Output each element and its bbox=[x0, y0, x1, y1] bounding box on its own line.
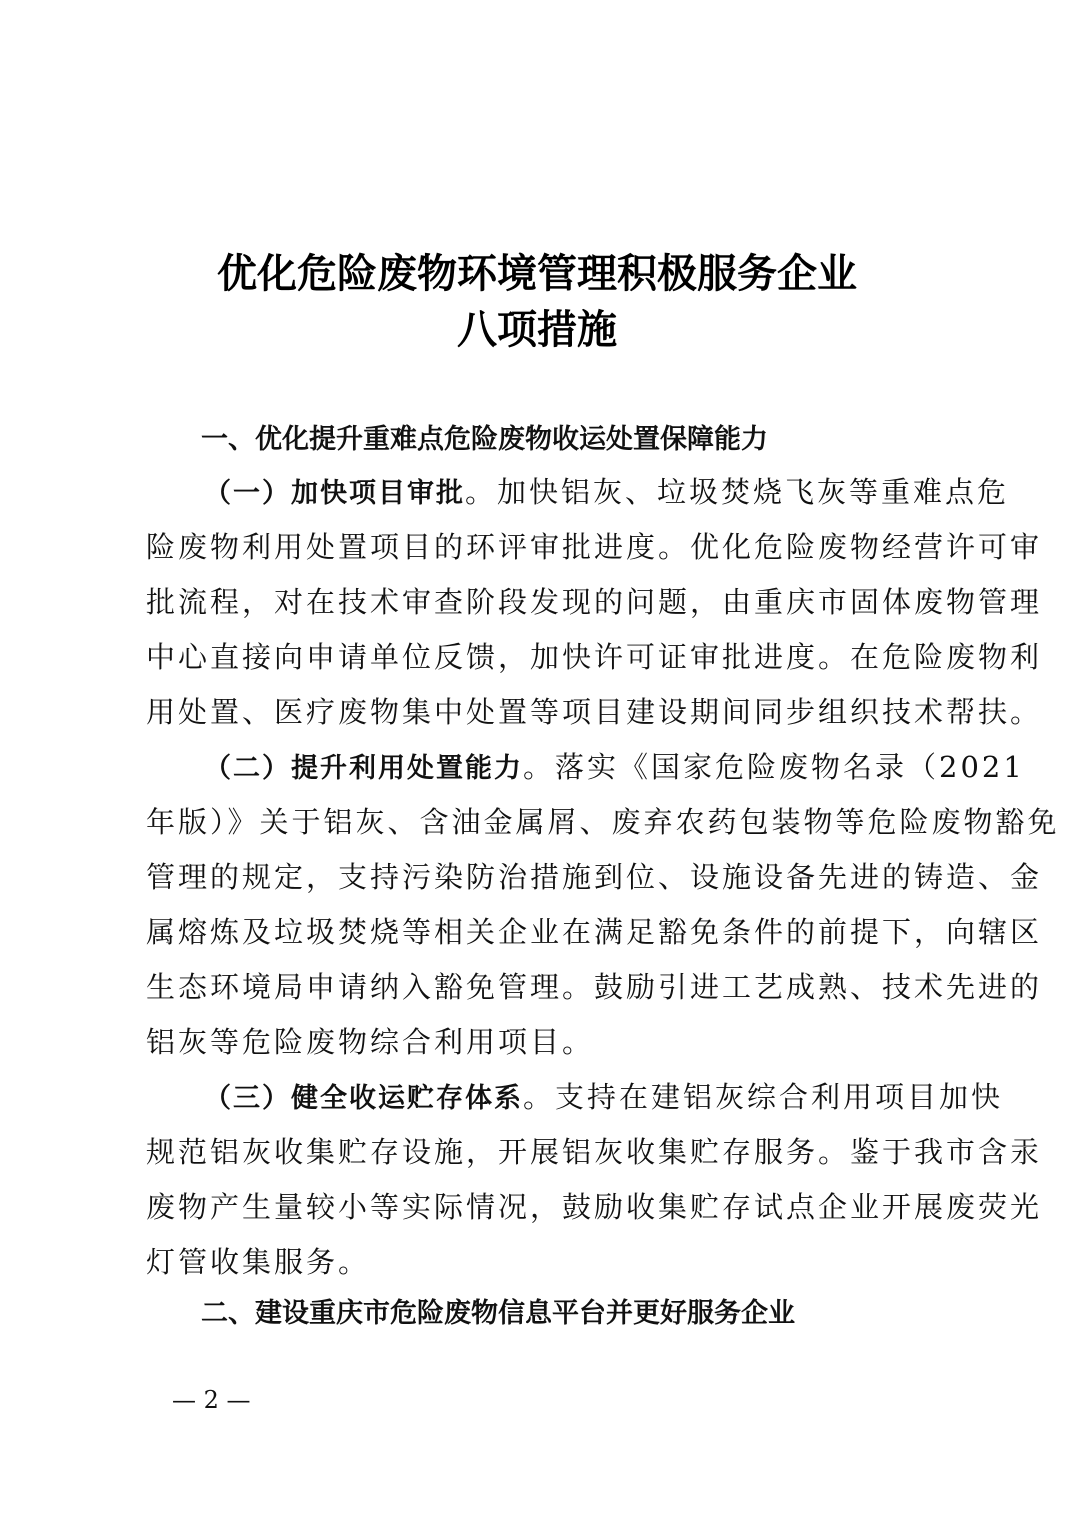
paragraph-1-line bbox=[204, 472, 1010, 514]
paragraph-2-line: 属熔炼及垃圾焚烧等相关企业在满足豁免条件的前提下，向辖区 bbox=[146, 915, 1043, 949]
paragraph-3-line bbox=[204, 1077, 1004, 1119]
paragraph-2-lead: （二）提升利用处置能力 bbox=[204, 753, 523, 784]
paragraph-1-line: 用处置、医疗废物集中处置等项目建设期间同步组织技术帮扶。 bbox=[146, 695, 1043, 729]
paragraph-2-line bbox=[204, 747, 1025, 789]
page-number: — 2 — bbox=[172, 1386, 251, 1414]
paragraph-2-line: 生态环境局申请纳入豁免管理。鼓励引进工艺成熟、技术先进的 bbox=[146, 970, 1043, 1004]
paragraph-3-line: 灯管收集服务。 bbox=[146, 1245, 371, 1279]
paragraph-1-lead: （一）加快项目审批 bbox=[204, 478, 465, 509]
document-title-line-2: 八项措施 bbox=[457, 306, 617, 353]
paragraph-1-line: 批流程，对在技术审查阶段发现的问题，由重庆市固体废物管理 bbox=[146, 585, 1043, 619]
paragraph-2-line: 铝灰等危险废物综合利用项目。 bbox=[146, 1025, 595, 1059]
paragraph-3-lead: （三）健全收运贮存体系 bbox=[204, 1083, 523, 1114]
paragraph-3-line: 废物产生量较小等实际情况，鼓励收集贮存试点企业开展废荧光 bbox=[146, 1190, 1043, 1224]
paragraph-1-line: 险废物利用处置项目的环评审批进度。优化危险废物经营许可审 bbox=[146, 530, 1043, 564]
paragraph-2-line: 管理的规定，支持污染防治措施到位、设施设备先进的铸造、金 bbox=[146, 860, 1043, 894]
paragraph-1-line: 中心直接向申请单位反馈，加快许可证审批进度。在危险废物利 bbox=[146, 640, 1043, 674]
paragraph-3-line: 规范铝灰收集贮存设施，开展铝灰收集贮存服务。鉴于我市含汞 bbox=[146, 1135, 1043, 1169]
paragraph-2-line: 年版）》关于铝灰、含油金属屑、废弃农药包装物等危险废物豁免 bbox=[146, 805, 1060, 839]
paragraph-1-text: 。加快铝灰、垃圾焚烧飞灰等重难点危 bbox=[465, 475, 1010, 509]
paragraph-2-text: 。落实《国家危险废物名录（2021 bbox=[523, 750, 1025, 784]
section-2-heading: 二、建设重庆市危险废物信息平台并更好服务企业 bbox=[201, 1298, 795, 1329]
paragraph-3-text: 。支持在建铝灰综合利用项目加快 bbox=[523, 1080, 1004, 1114]
document-title-line-1: 优化危险废物环境管理积极服务企业 bbox=[217, 250, 857, 297]
section-1-heading: 一、优化提升重难点危险废物收运处置保障能力 bbox=[201, 424, 768, 455]
